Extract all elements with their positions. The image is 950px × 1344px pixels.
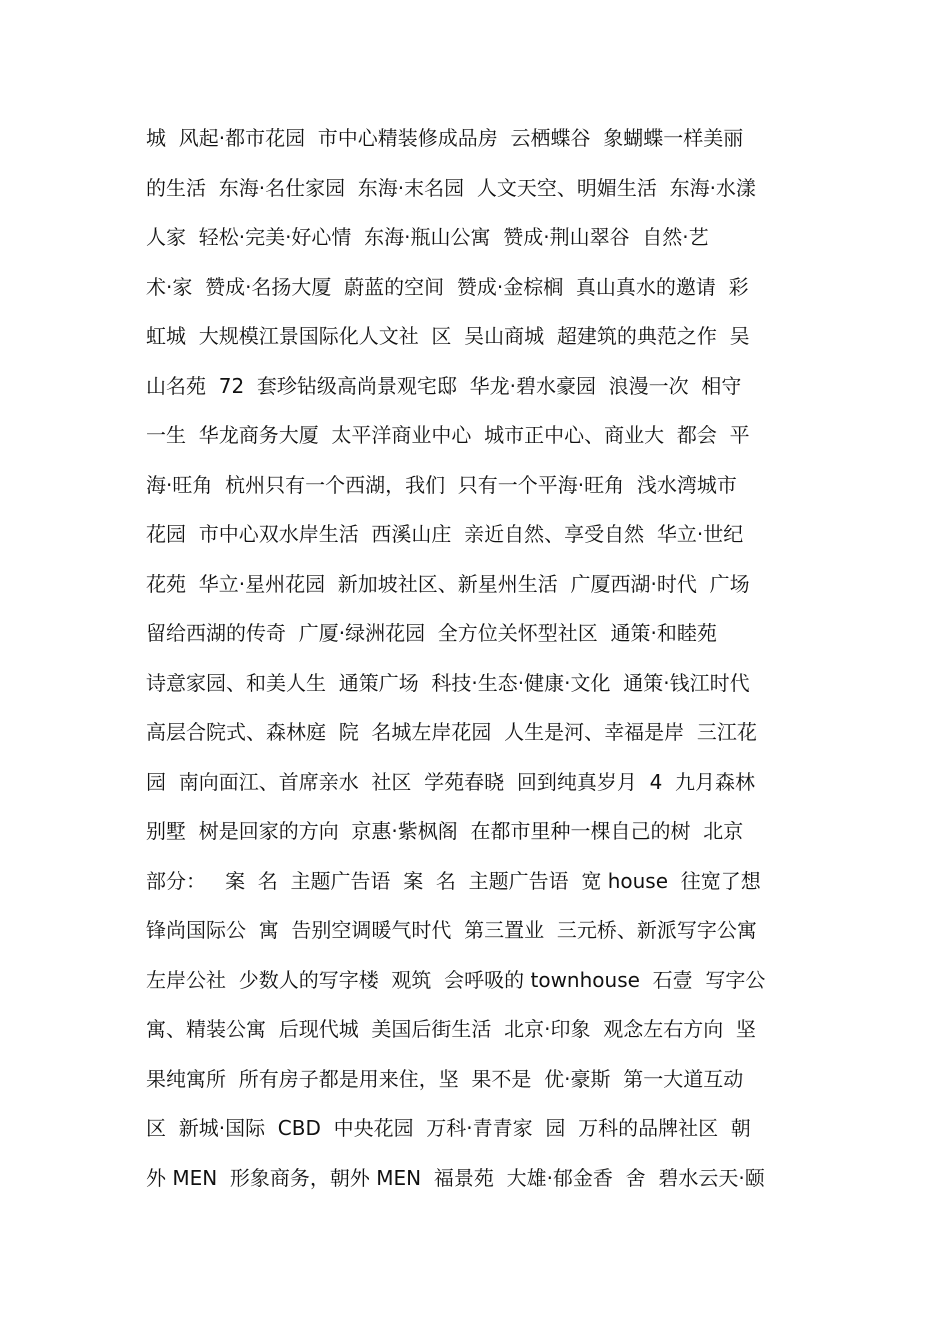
text-line-13: 高层合院式、森林庭 院 名城左岸花园 人生是河、幸福是岸 三江花 — [146, 720, 757, 744]
text-line-12: 诗意家园、和美人生 通策广场 科技·生态·健康·文化 通策·钱江时代 — [146, 670, 750, 695]
text-line-6: 山名苑 72 套珍钻级高尚景观宅邸 华龙·碧水豪园 浪漫一次 相守 — [146, 373, 742, 398]
text-line-14: 园 南向面江、首席亲水 社区 学苑春晓 回到纯真岁月 4 九月森林 — [146, 769, 756, 794]
text-line-17: 锋尚国际公 寓 告别空调暖气时代 第三置业 三元桥、新派写字公寓 — [146, 918, 757, 942]
text-line-15: 别墅 树是回家的方向 京惠·紫枫阁 在都市里种一棵自己的树 北京 — [146, 819, 744, 843]
text-line-1: 城 风起·都市花园 市中心精装修成品房 云栖蝶谷 象蝴蝶一样美丽 — [146, 126, 744, 150]
text-line-11: 留给西湖的传奇 广厦·绿洲花园 全方位关怀型社区 通策·和睦苑 — [146, 621, 717, 645]
text-line-9: 花园 市中心双水岸生活 西溪山庄 亲近自然、享受自然 华立·世纪 — [146, 522, 744, 546]
body-text — [146, 114, 826, 1203]
text-line-7: 一生 华龙商务大厦 太平洋商业中心 城市正中心、商业大 都会 平 — [146, 423, 750, 447]
text-line-10: 花苑 华立·星州花园 新加坡社区、新星州生活 广厦西湖·时代 广场 — [146, 571, 750, 596]
text-line-3: 人家 轻松·完美·好心情 东海·瓶山公寓 赞成·荆山翠谷 自然·艺 — [146, 225, 709, 249]
text-line-21: 区 新城·国际 CBD 中央花园 万科·青青家 园 万科的品牌社区 朝 — [146, 1116, 751, 1140]
text-line-18: 左岸公社 少数人的写字楼 观筑 会呼吸的 townhouse 石壹 写字公 — [146, 967, 766, 992]
text-line-19: 寓、精装公寓 后现代城 美国后街生活 北京·印象 观念左右方向 坚 — [146, 1017, 756, 1041]
text-line-20: 果纯寓所 所有房子都是用来住，坚 果不是 优·豪斯 第一大道互动 — [146, 1066, 744, 1091]
text-line-22: 外 MEN 形象商务，朝外 MEN 福景苑 大雄·郁金香 舍 碧水云天·颐 — [146, 1165, 765, 1190]
text-line-16: 部分： 案 名 主题广告语 案 名 主题广告语 宽 house 往宽了想 — [146, 868, 761, 893]
text-line-2: 的生活 东海·名仕家园 东海·末名园 人文天空、明媚生活 东海·水漾 — [146, 175, 756, 200]
text-line-8: 海·旺角 杭州只有一个西湖，我们 只有一个平海·旺角 浅水湾城市 — [146, 472, 737, 497]
text-line-4: 术·家 赞成·名扬大厦 蔚蓝的空间 赞成·金棕榈 真山真水的邀请 彩 — [146, 274, 749, 299]
text-line-5: 虹城 大规模江景国际化人文社 区 吴山商城 超建筑的典范之作 吴 — [146, 324, 750, 348]
